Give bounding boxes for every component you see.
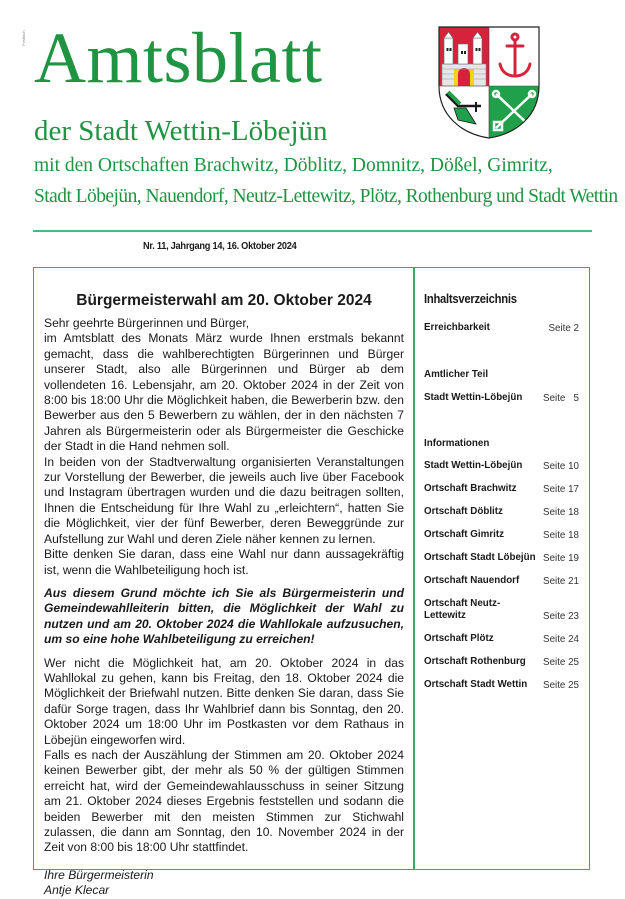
toc-entry[interactable] — [424, 656, 579, 668]
toc-entry-label: Stadt Wettin-Löbejün — [424, 460, 523, 471]
localities-line-2: Stadt Löbejün, Nauendorf, Neutz-Lettewitz, Plötz, Rothenburg und Stadt Wettin — [34, 186, 618, 207]
toc-entry-page: Seite 18 — [543, 530, 579, 541]
toc-entry-page: Seite 2 — [548, 323, 579, 334]
article-paragraph: Falls es nach der Auszählung der Stimmen am 20. Oktober 2024 keinen Bewerber gibt, der mehr als 50 % der gültigen Stimmen erreicht hat, wird der Gemeindewahlausschuss in seiner Sitzung am 21. Oktober 2024 dieses Ergebnis feststellen und sodann die beiden Bewerber mit den meisten Stimmen zur Stichwahl zulassen, die dann am Sonntag, den 10. November 2024 in der Zeit von 8:00 bis 18:00 Uhr stattfindet. — [44, 747, 404, 855]
localities-line-1: mit den Ortschaften Brachwitz, Döblitz, Domnitz, Dößel, Gimritz, — [34, 155, 553, 176]
toc-entry[interactable] — [424, 598, 579, 622]
toc-entry-label: Ortschaft Nauendorf — [424, 575, 520, 586]
column-divider — [413, 267, 415, 870]
toc-entry[interactable] — [424, 322, 579, 334]
toc-entry-page: Seite 21 — [543, 576, 579, 587]
article — [44, 292, 404, 899]
toc-title: Inhaltsverzeichnis — [424, 292, 517, 306]
toc-entry-page: Seite 25 — [543, 680, 579, 691]
article-salutation: Sehr geehrte Bürgerinnen und Bürger, — [44, 316, 250, 330]
toc-entry[interactable] — [424, 506, 579, 518]
toc-entry-label: Ortschaft Stadt Löbejün — [424, 552, 536, 563]
article-paragraph: Wer nicht die Möglichkeit hat, am 20. Oktober 2024 in das Wahllokal zu gehen, kann bis Freitag, den 18. Oktober 2024 die Möglichkeit der Briefwahl nutzen. Bitte denken Sie daran, dass Sie dafür Sorge tragen, dass Ihr Wahlbrief dann bis Sonntag, den 20. Oktober 2024 um 18:00 Uhr im Postkasten vor dem Rathaus in Löbejün eingeworfen wird. — [44, 655, 404, 747]
article-emphasis: Aus diesem Grund möchte ich Sie als Bürgermeisterin und Gemeindewahlleiterin bitten, die Möglichkeit der Wahl zu nutzen und am 20. Oktober 2024 die Wahllokale aufzusuchen, um so eine hohe Wahlbeteiligung zu erreichen! — [44, 585, 404, 647]
toc-entry-label: Stadt Wettin-Löbejün — [424, 392, 523, 403]
toc-entry-label: Ortschaft Rothenburg — [424, 656, 526, 667]
article-paragraph: In beiden von der Stadtverwaltung organisierten Veranstaltungen zur Vorstellung der Bewerber, die jeweils auch live über Facebook und Instagram übertragen wurden und die dazu beitragen sollten, Ihnen die Entscheidung für Ihre Wahl zu „erleichtern“, hatten Sie die Möglichkeit, vier der fünf Bewerber, deren Beweggründe zur Aufstellung zur Wahl und deren Ziele näher kennen zu lernen. — [44, 454, 404, 546]
toc-entry-label: Ortschaft Döblitz — [424, 506, 503, 517]
signature-name: Antje Klecar — [44, 883, 110, 898]
side-mark: Postfach — [21, 30, 26, 46]
toc-entry-page: Seite 18 — [543, 507, 579, 518]
toc-entry[interactable] — [424, 633, 579, 645]
toc-entry-page: Seite 5 — [543, 393, 579, 404]
toc-entry[interactable] — [424, 460, 579, 472]
toc-entry[interactable] — [424, 483, 579, 495]
article-paragraph: Bitte denken Sie daran, dass eine Wahl nur dann aussagekräftig ist, wenn die Wahlbeteiligung hoch ist. — [44, 547, 404, 577]
toc-entry-label: Erreichbarkeit — [424, 322, 490, 333]
toc-entry-page: Seite 24 — [543, 634, 579, 645]
toc-entry-label: Ortschaft Stadt Wettin — [424, 679, 528, 690]
table-of-contents — [424, 292, 579, 691]
article-title: Bürgermeisterwahl am 20. Oktober 2024 — [76, 292, 372, 309]
toc-entry[interactable] — [424, 529, 579, 541]
toc-entry-page: Seite 25 — [543, 657, 579, 668]
toc-entry[interactable] — [424, 552, 579, 564]
toc-section-official: Amtlicher Teil — [424, 369, 489, 380]
coat-of-arms-icon — [436, 24, 542, 140]
masthead-subtitle: der Stadt Wettin-Löbejün — [34, 115, 328, 147]
toc-entry[interactable] — [424, 392, 579, 404]
article-paragraph: im Amtsblatt des Monats März wurde Ihnen erstmals bekannt gemacht, dass die wahlberechtigten Bürgerinnen und Bürger unserer Stadt, also alle Bürgerinnen und Bürger ab dem vollendeten 16. Lebensjahr, am 20. Oktober 2024 in der Zeit von 8:00 bis 18:00 Uhr die Möglichkeit haben, die Bewerberin bzw. den Bewerber aus den 5 Bewerbern zu wählen, der in den nächsten 7 Jahren als Bürgermeisterin oder als Bürgermeister die Geschicke der Stadt in die Hand nehmen soll. — [44, 331, 404, 454]
toc-entry-label: Ortschaft Brachwitz — [424, 483, 517, 494]
toc-entry[interactable] — [424, 679, 579, 691]
toc-entry-page: Seite 23 — [543, 611, 579, 622]
toc-entry-page: Seite 17 — [543, 484, 579, 495]
toc-entry-label: Ortschaft Gimritz — [424, 529, 505, 540]
toc-section-info: Informationen — [424, 438, 490, 449]
masthead-title: Amtsblatt — [34, 18, 323, 98]
signature-role: Ihre Bürgermeisterin — [44, 867, 154, 882]
issue-info: Nr. 11, Jahrgang 14, 16. Oktober 2024 — [143, 240, 297, 252]
toc-entry-page: Seite 10 — [543, 461, 579, 472]
toc-entry-label: Ortschaft Plötz — [424, 633, 494, 644]
toc-entry[interactable] — [424, 575, 579, 587]
toc-entry-label: Ortschaft Neutz-Lettewitz — [424, 598, 501, 621]
header-rule — [33, 230, 592, 232]
toc-entry-page: Seite 19 — [543, 553, 579, 564]
